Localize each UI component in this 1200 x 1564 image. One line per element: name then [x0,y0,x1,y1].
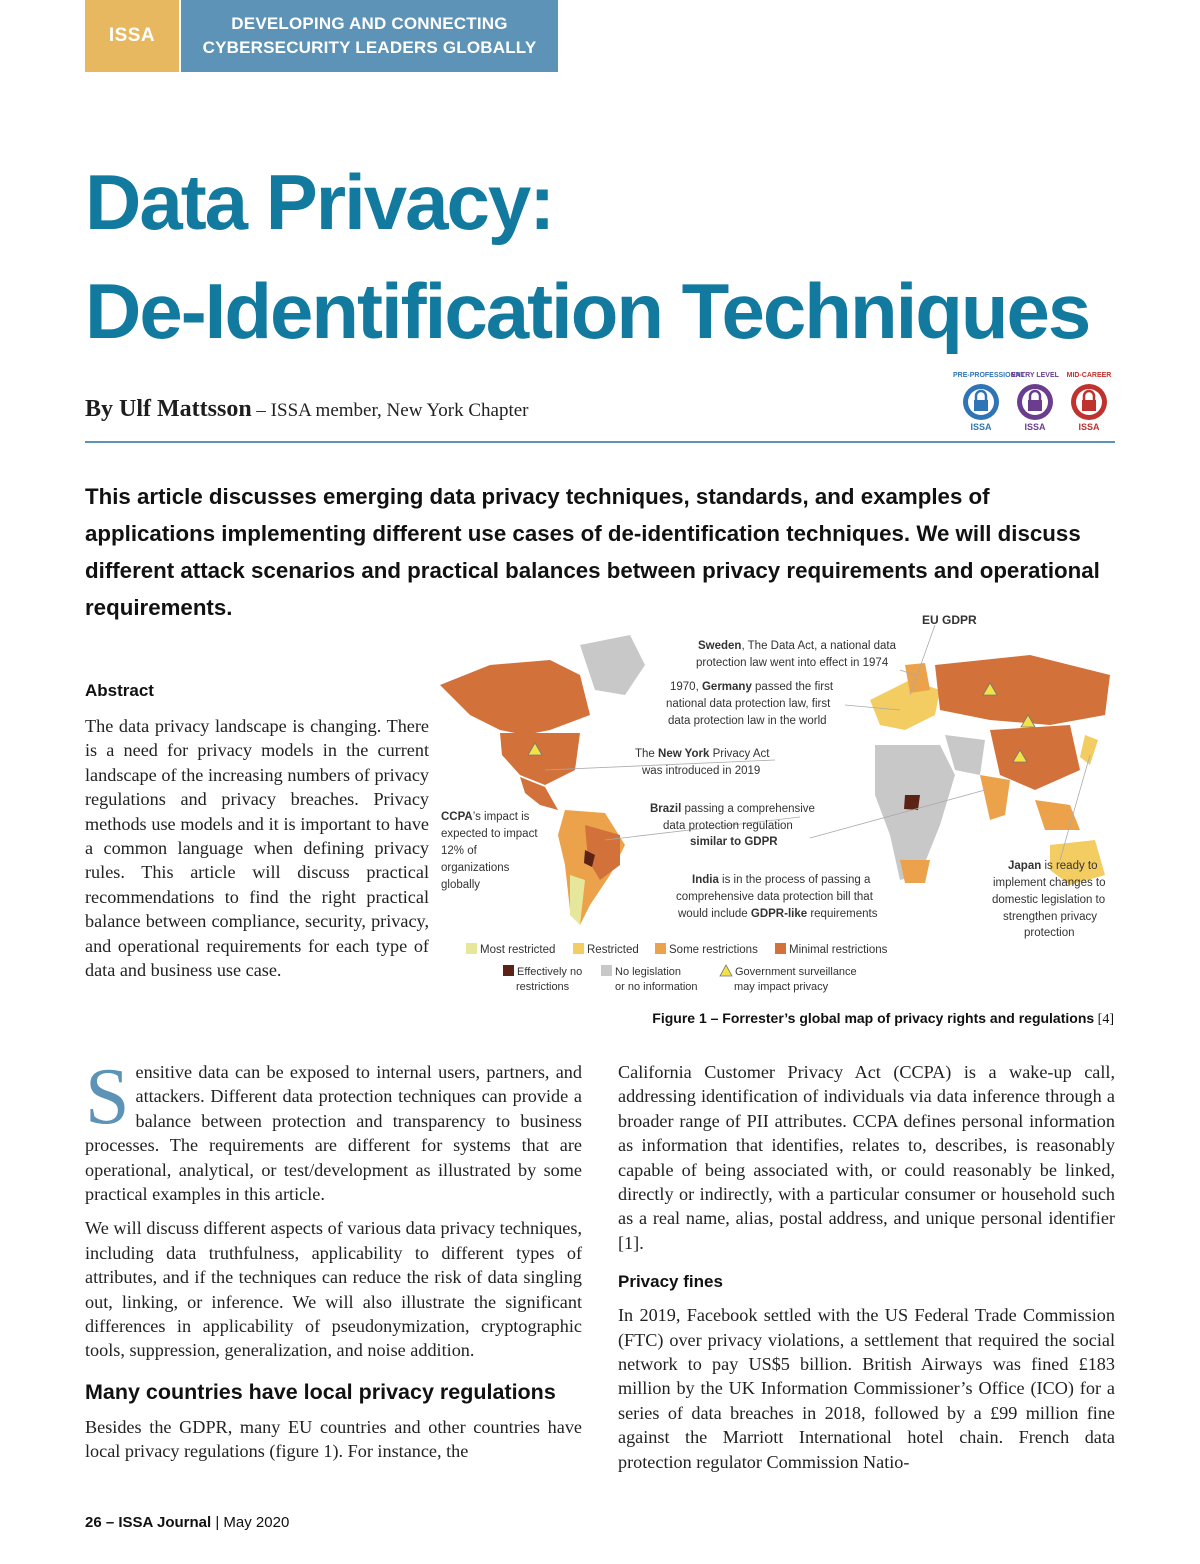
ccpa-annotation-line-3: 12% of [441,845,477,857]
japan-annotation-line-2: implement changes to [993,877,1106,889]
south-africa-region [900,860,930,883]
newyork-bold: New York [658,748,710,760]
legend-swatch-effectively-no [503,965,514,976]
ccpa-text-1: ’s impact is [472,811,530,823]
legend-minimal-restrictions: Minimal restrictions [789,944,888,956]
tagline-line-2: CYBERSECURITY LEADERS GLOBALLY [202,38,537,57]
india-region [980,775,1010,820]
section-heading-privacy-fines: Privacy fines [618,1272,723,1292]
ccpa-bold: CCPA [441,811,473,823]
article-title-line-2: De-Identification Techniques [85,267,1090,355]
germany-text-1a: 1970, [670,681,702,693]
legend-most-restricted: Most restricted [480,944,556,956]
pre-professional-badge [953,372,1025,434]
sweden-annotation-line-2: protection law went into effect in 1974 [696,657,889,669]
badge-caption: ENTRY LEVEL [1011,372,1059,379]
japan-region [1080,735,1098,765]
ccpa-annotation-line-1 [441,811,530,823]
paragraph-fines: In 2019, Facebook settled with the US Federal Trade Commission (FTC) over privacy violations, a settlement that required the social network to pay US$5 billion. British Airways was fined £183 million by the UK Information Commissioner’s Office (ICO) for a series of data breaches in 2018, followed by a £99 million fine against the Marriott International hotel chain. French data protection regulator Commission Natio- [618,1305,1115,1472]
brazil-annotation-line-1 [650,803,815,815]
footer-date: May 2020 [223,1514,290,1531]
india-annotation-line-3 [677,908,878,920]
issa-tab-label: ISSA [108,25,156,46]
eu-gdpr-label: EU GDPR [922,613,977,627]
issa-tab [85,0,179,72]
germany-annotation-line-3: data protection law in the world [668,715,827,727]
ccpa-annotation-line-5: globally [441,879,480,891]
legend-effectively-no-line-2: restrictions [516,981,570,993]
legend-swatch-most-restricted [466,943,477,954]
figure-caption [652,1010,1114,1028]
paragraph-1-text: ensitive data can be exposed to internal users, partners, and attackers. Different data protection techniques can provide a balance between protection and transparency to business processes. The requirements are different for systems that are operational, analytical, or test/development as illustrated by some practical examples in this article. [85,1062,582,1205]
paragraph-1 [85,1053,582,1206]
drop-cap: S [85,1053,130,1141]
japan-text-1: is ready to [1041,860,1098,872]
brazil-annotation-line-3: similar to GDPR [690,836,778,848]
usa-region [500,733,580,785]
byline-divider [85,441,1115,443]
nigeria-region [904,795,920,810]
article-title-line-1: Data Privacy: [85,158,554,246]
section-heading-local-regulations: Many countries have local privacy regulations [85,1379,556,1404]
page-footer [85,1514,289,1531]
greenland-region [580,635,645,695]
canada-region [440,660,590,735]
japan-annotation-line-1 [1008,860,1098,872]
germany-annotation-line-2: national data protection law, first [666,698,831,710]
lock-icon [963,384,999,420]
legend-swatch-some-restrictions [655,943,666,954]
newyork-annotation-line-1 [635,748,770,760]
brazil-text-1: passing a comprehensive [681,803,815,815]
tagline-banner [181,0,558,72]
russia-region [935,655,1110,725]
privacy-world-map [430,605,1120,1000]
ccpa-annotation-line-2: expected to impact [441,828,538,840]
paragraph-ccpa: California Customer Privacy Act (CCPA) is a wake-up call, addressing identification of individuals via data inference through a broader range of PII attributes. CCPA defines personal information as information that identifies, relates to, describes, is reasonably capable of being associated with, or could reasonably be linked, directly or indirectly, with a particular consumer or household such as a real name, alias, postal address, and unique personal identifier [1]. [618,1062,1115,1253]
brazil-annotation-line-2: data protection regulation [663,820,793,832]
india-text-3c: requirements [807,908,878,920]
paragraph-2: We will discuss different aspects of various data privacy techniques, including data truthfulness, applicability to different types of attributes, and if the techniques can reduce the risk of data singling out, linking, or inference. We will also illustrate the significant differences in applicability of pseudonymization, cryptographic tools, suppression, generalization, and noise addition. [85,1218,582,1361]
byline [85,396,529,423]
author-affiliation: – ISSA member, New York Chapter [251,400,529,421]
japan-annotation-line-3: domestic legislation to [992,894,1106,906]
india-text-3b: GDPR-like [750,908,808,920]
japan-annotation-line-5: protection [1024,927,1075,939]
lock-icon [1017,384,1053,420]
newyork-text-1b: Privacy Act [709,748,770,760]
abstract-body: The data privacy landscape is changing. There is a need for privacy models in the current landscape of the increasing numbers of privacy regulations and privacy breaches. Privacy methods use models and it is important to have a common language when defining privacy rules. This article will discuss practical recommendations to find the right practical balance between compliance, security, privacy, and operational requirements for each type of data and business use case. [85,716,429,981]
legend-swatch-restricted [573,943,584,954]
india-text-3a: would include [678,908,751,920]
japan-annotation-line-4: strengthen privacy [1003,911,1097,923]
legend-swatch-minimal-restrictions [775,943,786,954]
footer-separator: | [211,1514,224,1531]
germany-text-1b: passed the first [751,681,834,693]
ccpa-annotation-line-4: organizations [441,862,510,874]
article-intro: This article discusses emerging data privacy techniques, standards, and examples of applications implementing different use cases of de-identification techniques. We will discuss different attack scenarios and practical balances between privacy requirements and operational requirements. [85,484,1100,620]
legend-surveillance-line-2: may impact privacy [734,981,829,993]
byline-prefix: By [85,396,120,422]
tagline-line-1: DEVELOPING AND CONNECTING [231,14,508,33]
newyork-text-1a: The [635,748,659,760]
badge-label: ISSA [1024,422,1046,432]
legend-some-restrictions: Some restrictions [669,944,758,956]
sweden-annotation-line-1 [698,640,897,652]
brazil-bold: Brazil [650,803,682,815]
germany-bold: Germany [701,681,752,693]
mid-career-badge [1065,372,1113,434]
legend-surveillance-icon [720,965,732,976]
india-annotation-line-2: comprehensive data protection bill that [676,891,873,903]
legend-no-legislation-line-2: or no information [615,981,698,993]
paragraph-3: Besides the GDPR, many EU countries and other countries have local privacy regulations (figure 1). For instance, the [85,1416,582,1462]
badge-caption: MID-CAREER [1066,372,1112,379]
africa-region [875,745,955,880]
germany-annotation-line-1 [670,681,834,693]
map-legend [466,943,888,993]
entry-level-badge [1011,372,1059,434]
japan-bold: Japan [1008,860,1042,872]
badge-label: ISSA [1078,422,1100,432]
legend-surveillance: Government surveillance [735,966,857,978]
india-bold: India [692,874,719,886]
badge-label: ISSA [970,422,992,432]
newyork-annotation-line-2: was introduced in 2019 [642,765,761,777]
india-text-1: is in the process of passing a [718,874,871,886]
left-column [85,1053,582,1474]
badge-caption: PRE-PROFESSIONAL [953,372,1025,379]
lock-icon [1071,384,1107,420]
sweden-text-1: , The Data Act, a national data [741,640,896,652]
footer-page: 26 – ISSA Journal [85,1514,212,1531]
legend-no-legislation: No legislation [615,966,682,978]
figure-caption-title: Figure 1 – Forrester’s global map of privacy rights and regulations [652,1010,1095,1026]
legend-restricted: Restricted [587,944,639,956]
legend-swatch-no-legislation [601,965,612,976]
india-annotation-line-1 [692,874,871,886]
abstract-heading: Abstract [85,681,154,700]
sweden-bold: Sweden [698,640,742,652]
figure-caption-ref: [4] [1094,1012,1114,1027]
legend-effectively-no: Effectively no [517,966,583,978]
right-column [618,1060,1115,1484]
author-name: Ulf Mattsson [119,396,252,422]
